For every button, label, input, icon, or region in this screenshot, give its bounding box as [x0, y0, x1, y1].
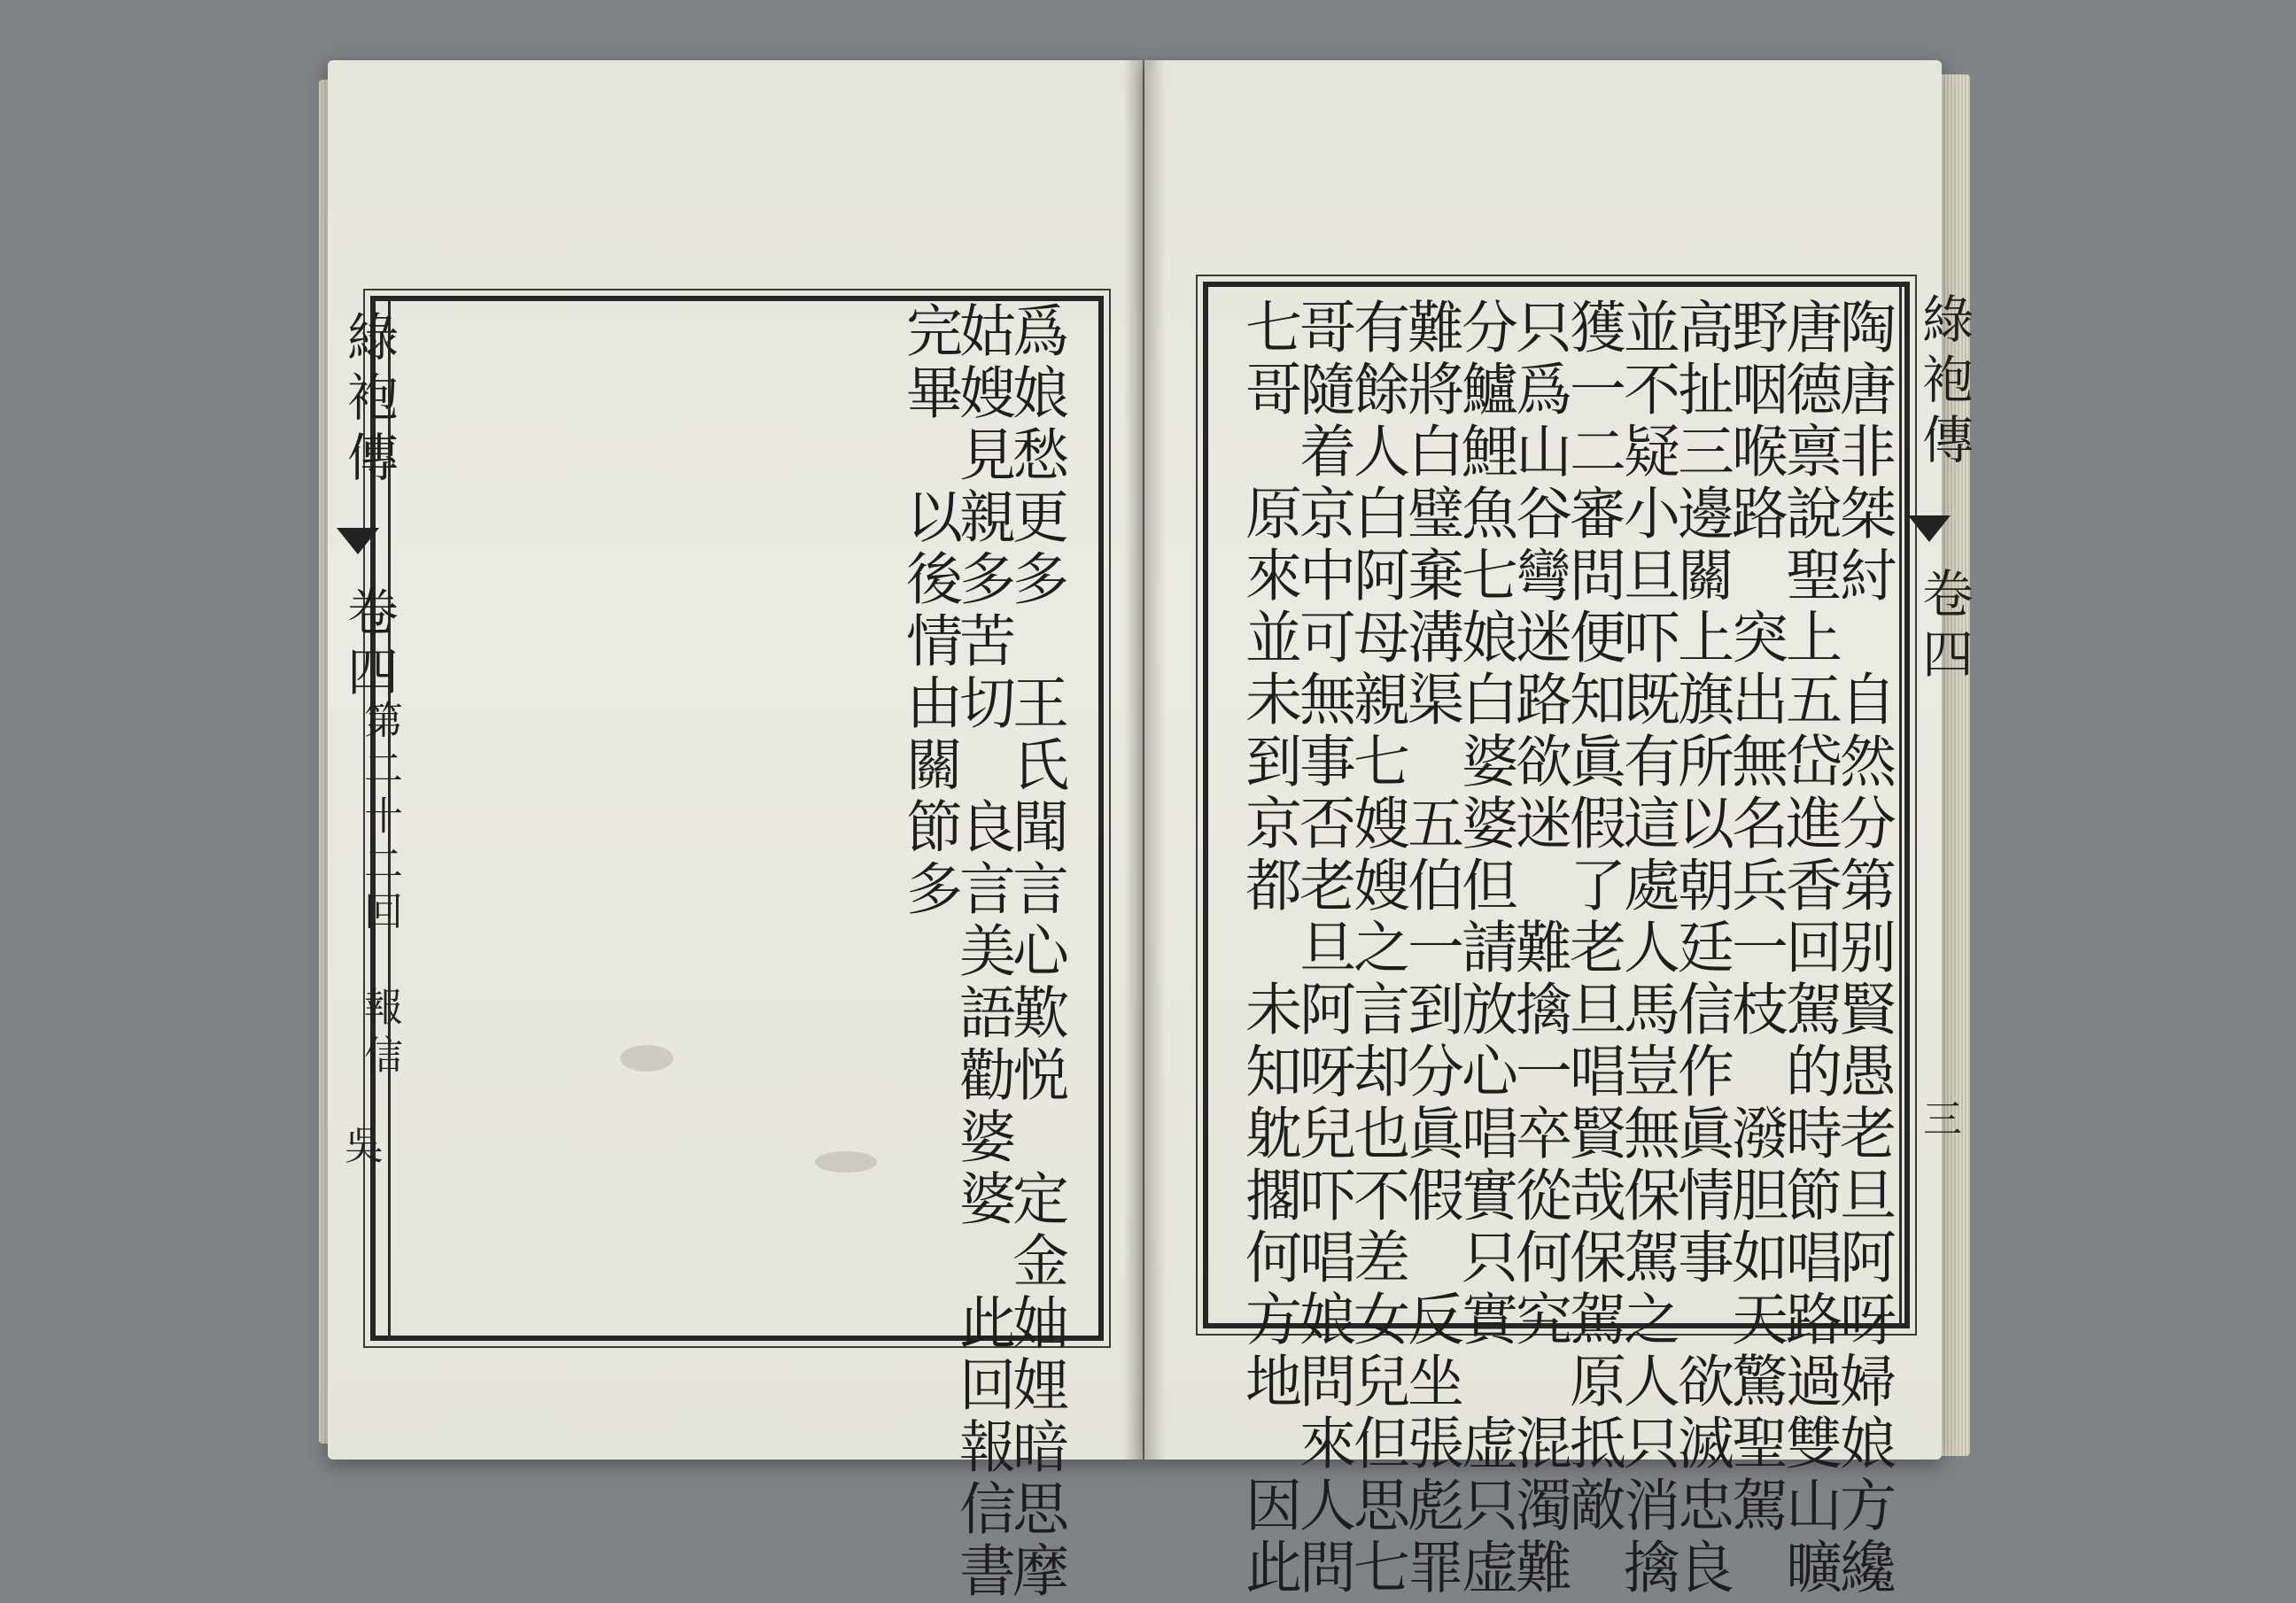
right-text-column: 哥隨着京中可無事否老旦阿呀兒吓唱娘問來人問: [1290, 298, 1355, 1599]
right-text-column: 有餘人白阿母親七嫂嫂之言却也不差女兒但思七: [1344, 298, 1409, 1599]
fish-tail-mark: [1908, 515, 1951, 542]
right-text-column: 野咽喉路 突出無名兵一枝 潑胆如天驚聖駕: [1722, 298, 1788, 1537]
right-margin-rule: [1899, 282, 1902, 1327]
left-margin-title: 綠袍傳: [338, 310, 399, 491]
right-text-column: 只爲山谷彎迷路欲迷 難擒一卒從何究 混濁難: [1506, 298, 1571, 1599]
right-margin-juan: 卷四: [1913, 567, 1974, 687]
right-text-column: 分鱸鯉魚七娘白婆婆但請放心唱實只實 虚只虚: [1452, 298, 1517, 1599]
book-gutter: [1123, 60, 1166, 1460]
right-text-column: 獲一二審問便知眞假了老旦唱賢哉保駕原抵敵: [1560, 298, 1625, 1537]
right-page-edge: [1938, 74, 1970, 1456]
right-margin-title: 綠袍傳: [1913, 292, 1974, 473]
right-text-column: 唐德禀說聖上五岱進香回駕的時節唱路過雙山曠: [1776, 298, 1842, 1599]
left-text-column: 姑嫂見親多苦切 良言美語勸婆婆 此回報信書: [950, 301, 1015, 1603]
left-margin-chapter: 第二十二回 報信: [357, 700, 402, 1082]
left-text-column: 完畢 以後情由關節多: [896, 301, 962, 921]
left-margin-page-number: 吳: [337, 1125, 383, 1173]
right-text-column: 陶唐非桀紂 自然分第别賢愚老旦阿呀婦娘方纔: [1830, 298, 1896, 1599]
right-text-column: 難將白璧棄溝渠 五伯一到分眞假 反坐張彪罪: [1398, 298, 1463, 1599]
left-text-column: 爲娘愁更多 王氏聞言心歎悦 定金妯娌暗思摩: [1003, 301, 1068, 1603]
left-margin-juan: 卷四: [338, 585, 399, 705]
right-text-column: 七哥 原來並未到京都 未知躭擱何方地 因此: [1236, 298, 1301, 1599]
right-text-column: 高扯三邊關上旗所以朝廷信作眞情事 欲滅忠良: [1668, 298, 1734, 1599]
right-text-column: 並不疑小旦吓既有這處人馬豈無保駕之人只消擒: [1614, 298, 1679, 1599]
right-margin-page-number: 三: [1916, 1098, 1961, 1146]
fish-tail-mark: [337, 528, 379, 554]
